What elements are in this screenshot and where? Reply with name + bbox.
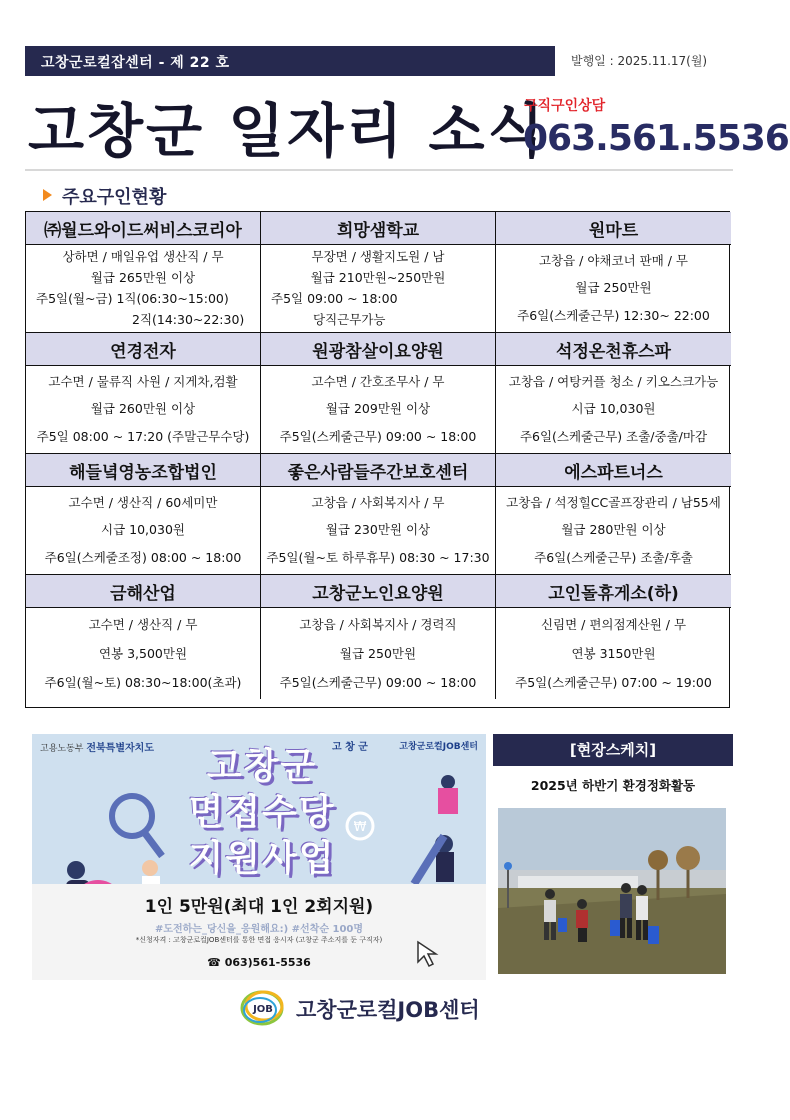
hotline-label: 구직구인상담	[524, 98, 606, 114]
job-hours: 주5일(스케줄근무) 09:00 ~ 18:00	[279, 429, 477, 445]
job-details	[496, 487, 731, 575]
job-details	[26, 245, 261, 333]
jobcenter-footer-logo	[238, 986, 538, 1028]
job-pay: 월급 209만원 이상	[325, 401, 431, 417]
field-sketch-caption: 2025년 하반기 환경정화활동	[530, 778, 696, 793]
issue-number: 고창군로컬잡센터 - 제 22 호	[41, 55, 230, 71]
job-location-role: 무장면 / 생활지도원 / 남	[311, 249, 445, 265]
job-listings-table	[25, 211, 730, 708]
trash-bag	[558, 918, 567, 932]
ministry-logo-text: 고용노동부	[40, 744, 84, 754]
jobcenter-logo-mark: JOB	[253, 1004, 273, 1015]
job-name: 원광참살이요양원	[261, 333, 496, 366]
poster-hashtags: #도전하는_당신을_응원해요:) #선착순 100명	[154, 924, 364, 935]
job-hours: 주6일(스케줄근무) 조출/중출/마감	[519, 429, 708, 445]
poster-title	[152, 744, 372, 882]
job-hours-extra: 2직(14:30~22:30)	[132, 311, 245, 327]
job-hours-extra: 당직근무가능	[313, 311, 386, 327]
job-hours: 주6일(스케줄근무) 조출/후출	[534, 550, 693, 566]
job-location-role: 고창읍 / 야채코너 판매 / 무	[538, 252, 689, 268]
poster-title-line: 고창군	[206, 746, 318, 787]
job-location-role: 상하면 / 매일유업 생산직 / 무	[62, 249, 224, 265]
job-details	[261, 487, 496, 575]
job-pay: 월급 210만원~250만원	[310, 270, 446, 286]
job-location-role: 신림면 / 편의점계산원 / 무	[540, 616, 687, 632]
job-name: 고인돌휴게소(하)	[496, 575, 731, 608]
trash-bag	[648, 926, 659, 944]
job-pay: 월급 265만원 이상	[90, 270, 196, 286]
job-name: 원마트	[496, 212, 731, 245]
job-hours: 주5일(월~토 하루휴무) 08:30 ~ 17:30	[266, 550, 490, 566]
job-name: 금해산업	[26, 575, 261, 608]
job-hours: 주6일(스케줄조정) 08:00 ~ 18:00	[44, 550, 242, 566]
trash-bag	[610, 920, 620, 936]
jobcenter-name: 고창군로컬JOB센터	[296, 998, 480, 1022]
cleanup-photo-illustration	[498, 808, 726, 974]
job-hours: 주5일(월~금) 1직(06:30~15:00)	[36, 290, 229, 306]
job-hours: 주6일(월~토) 08:30~18:00(초과)	[44, 674, 242, 690]
jobcenter-logo-icon	[238, 986, 288, 1028]
job-name: 희망샘학교	[261, 212, 496, 245]
job-pay: 월급 280만원 이상	[561, 522, 666, 538]
job-name: ㈜월드와이드써비스코리아	[26, 212, 261, 245]
job-hours: 주5일 08:00 ~ 17:20 (주말근무수당)	[36, 429, 250, 445]
poster-title-line: 지원사업	[188, 838, 336, 879]
job-hours: 주6일(스케줄근무) 12:30~ 22:00	[517, 308, 710, 324]
person-pencil-illustration	[404, 774, 484, 894]
job-pay: 시급 10,030원	[101, 522, 185, 538]
job-name: 고창군노인요양원	[261, 575, 496, 608]
job-details	[26, 366, 261, 454]
job-location-role: 고창읍 / 사회복지사 / 무	[311, 494, 445, 510]
hotline-number: 063.561.5536	[523, 118, 789, 159]
job-details	[26, 608, 261, 699]
job-pay: 월급 250만원	[575, 280, 652, 296]
job-location-role: 고창읍 / 사회복지사 / 경력직	[299, 616, 457, 632]
job-hours: 주5일(스케줄근무) 07:00 ~ 19:00	[515, 674, 712, 690]
job-details	[496, 245, 731, 333]
job-details	[496, 366, 731, 454]
job-location-role: 고창읍 / 석정힐CC골프장관리 / 남55세	[506, 494, 721, 510]
job-location-role: 고수면 / 생산직 / 60세미만	[68, 494, 218, 510]
job-pay: 연봉 3150만원	[571, 645, 656, 661]
money-bag-icon	[342, 806, 378, 842]
job-details	[261, 245, 496, 333]
job-location-role: 고수면 / 간호조무사 / 무	[311, 373, 445, 389]
job-location-role: 고수면 / 생산직 / 무	[88, 616, 198, 632]
job-pay: 월급 260만원 이상	[90, 401, 196, 417]
header-divider	[25, 169, 733, 171]
job-pay: 연봉 3,500만원	[98, 645, 188, 661]
job-name: 연경전자	[26, 333, 261, 366]
job-pay: 월급 230만원 이상	[325, 522, 431, 538]
job-details	[261, 608, 496, 699]
cleanup-activity-photo	[498, 808, 726, 974]
job-name: 석정온천휴스파	[496, 333, 731, 366]
job-name: 해들녘영농조합법인	[26, 454, 261, 487]
triangle-bullet-icon	[43, 189, 52, 201]
section-title: 주요구인현황	[62, 187, 167, 208]
allowance-amount: 1인 5만원(최대 1인 2회지원)	[144, 897, 374, 917]
cursor-icon	[414, 940, 442, 968]
svg-text:₩: ₩	[353, 820, 367, 835]
job-hours: 주5일 09:00 ~ 18:00	[271, 290, 398, 306]
interview-allowance-poster	[32, 734, 486, 980]
field-sketch-title: [현장스케치]	[493, 734, 733, 766]
job-location-role: 고창읍 / 여탕커플 청소 / 키오스크가능	[508, 373, 719, 389]
job-hours: 주5일(스케줄근무) 09:00 ~ 18:00	[279, 674, 477, 690]
job-name: 에스파트너스	[496, 454, 731, 487]
newsletter-title: 고창군 일자리 소식	[28, 97, 547, 165]
province-logo-text: 전북특별자치도	[86, 743, 154, 754]
job-details	[26, 487, 261, 575]
job-details	[496, 608, 731, 699]
poster-title-line: 면접수당	[188, 792, 336, 833]
issue-bar	[25, 46, 733, 76]
job-details	[261, 366, 496, 454]
poster-phone: ☎ 063)561-5536	[207, 956, 311, 969]
jobcenter-logo: 고창군로컬JOB센터	[399, 742, 478, 752]
ministry-logo	[40, 739, 154, 754]
job-pay: 시급 10,030원	[571, 401, 656, 417]
county-logo: 고 창 군	[332, 742, 368, 753]
job-name: 좋은사람들주간보호센터	[261, 454, 496, 487]
publish-date: 발행일 : 2025.11.17(월)	[555, 46, 733, 76]
job-location-role: 고수면 / 물류직 사원 / 지게차,컴활	[48, 373, 238, 389]
eligibility-note: *신청자격 : 고창군로컬JOB센터를 통한 면접 응시자 (고창군 주소지를 둔 구직자)	[135, 936, 383, 944]
job-pay: 월급 250만원	[339, 645, 417, 661]
